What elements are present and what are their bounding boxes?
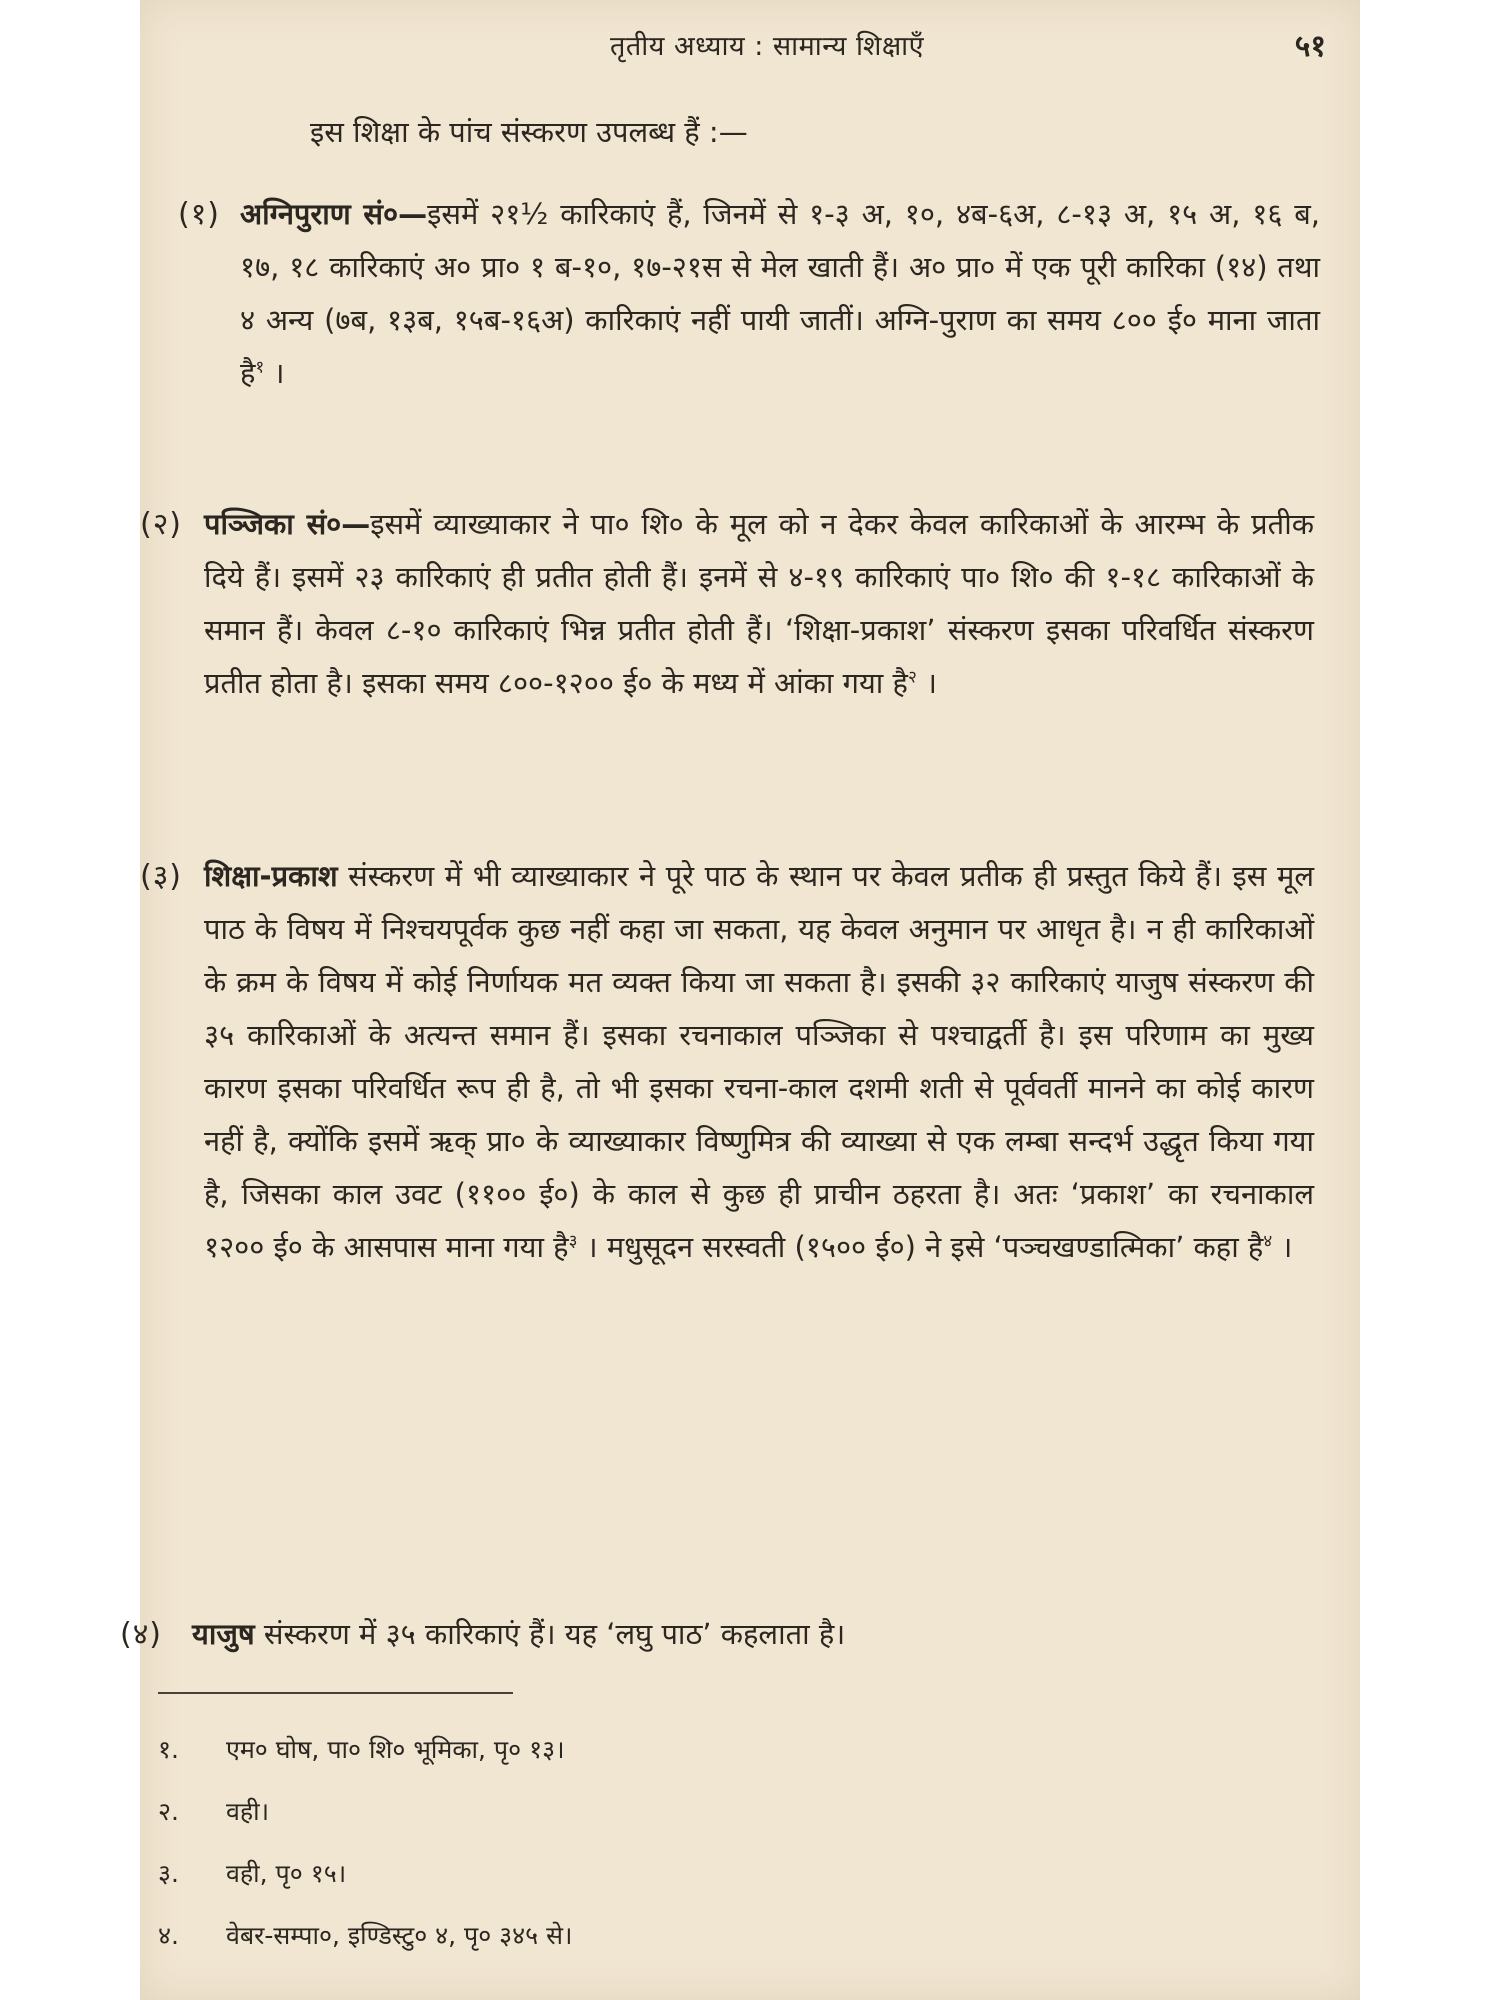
item-title: शिक्षा-प्रकाश (204, 859, 338, 893)
item-body: इसमें २१½ कारिकाएं हैं, जिनमें से १-३ अ, १०, ४ब-६अ, ८-१३ अ, १५ अ, १६ ब, १७, १८ कारिकाएं अ० प्रा० १ ब-१०, १७-२१स से मेल खाती हैं। अ० प्रा० में एक पूरी कारिका (१४) तथा ४ अन्य (७ब, १३ब, १५ब-१६अ) कारिकाएं नहीं पायी जातीं। अग्नि-पुराण का समय ८०० ई० माना जाता है (240, 197, 1320, 390)
footnote (158, 1916, 1058, 1978)
book-page (120, 0, 1360, 2000)
footnotes (158, 1730, 1058, 1978)
footnote-text: एम० घोष, पा० शि० भूमिका, पृ० १३। (226, 1735, 565, 1764)
intro-line: इस शिक्षा के पांच संस्करण उपलब्ध हैं :— (310, 115, 748, 149)
item-title: अग्निपुराण सं०— (240, 197, 428, 231)
running-head: तृतीय अध्याय : सामान्य शिक्षाएँ (610, 31, 925, 62)
footnote-text: वेबर-सम्पा०, इण्डिस्टु० ४, पृ० ३४५ से। (226, 1921, 573, 1950)
item-number: (४) (120, 1617, 163, 1652)
footnote (158, 1854, 1058, 1916)
footnote-mark: ३ (568, 1231, 578, 1252)
item-body-continued: । मधुसूदन सरस्वती (१५०० ई०) ने इसे ‘पञ्चखण्डात्मिका’ कहा है (577, 1230, 1264, 1264)
item-text (204, 850, 1314, 1274)
footnote-mark: १ (255, 357, 265, 378)
item-body: इसमें व्याख्याकार ने पा० शि० के मूल को न देकर केवल कारिकाओं के आरम्भ के प्रतीक दिये हैं। इसमें २३ कारिकाएं ही प्रतीत होती हैं। इनमें से ४-१९ कारिकाएं पा० शि० की १-१८ कारिकाओं के समान हैं। केवल ८-१० कारिकाएं भिन्न प्रतीत होती हैं। ‘शिक्षा-प्रकाश’ संस्करण इसका परिवर्धित संस्करण प्रतीत होता है। इसका समय ८००-१२०० ई० के मध्य में आंका गया है (204, 507, 1314, 700)
footnote (158, 1792, 1058, 1854)
item-number: (१) (178, 197, 221, 232)
footnote-text: वही। (226, 1797, 270, 1826)
item-body: संस्करण में भी व्याख्याकार ने पूरे पाठ के स्थान पर केवल प्रतीक ही प्रस्तुत किये हैं। इस मूल पाठ के विषय में निश्चयपूर्वक कुछ नहीं कहा जा सकता, यह केवल अनुमान पर आधृत है। न ही कारिकाओं के क्रम के विषय में कोई निर्णायक मत व्यक्त किया जा सकता है। इसकी ३२ कारिकाएं याजुष संस्करण की ३५ कारिकाओं के अत्यन्त समान हैं। इसका रचनाकाल पञ्जिका से पश्चाद्वर्ती है। इस परिणाम का मुख्य कारण इसका परिवर्धित रूप ही है, तो भी इसका रचना-काल दशमी शती से पूर्ववर्ती मानने का कोई कारण नहीं है, क्योंकि इसमें ऋक् प्रा० के व्याख्याकार विष्णुमित्र की व्याख्या से एक लम्बा सन्दर्भ उद्धृत किया गया है, जिसका काल उवट (११०० ई०) के काल से कुछ ही प्राचीन ठहरता है। अतः ‘प्रकाश’ का रचनाकाल १२०० ई० के आसपास माना गया है (204, 859, 1314, 1264)
item-number: (३) (140, 859, 183, 894)
item-ending: । (1272, 1230, 1293, 1264)
footnote-mark: २ (907, 667, 917, 688)
footnote (158, 1730, 1058, 1792)
item-text (240, 188, 1320, 400)
footnote-text: वही, पृ० १५। (226, 1859, 347, 1888)
footnote-number: ४. (158, 1921, 179, 1950)
footnote-divider (158, 1692, 513, 1694)
item-ending: । (264, 356, 285, 390)
page-number: ५१ (1294, 29, 1326, 64)
item-text (192, 1608, 1302, 1661)
item-number: (२) (140, 507, 183, 542)
item-ending: । (916, 666, 937, 700)
footnote-number: २. (158, 1797, 179, 1826)
page-header (140, 22, 1360, 62)
item-text (204, 498, 1314, 710)
footnote-number: ३. (158, 1859, 179, 1888)
footnote-mark: ४ (1263, 1231, 1273, 1252)
item-title: याजुष (192, 1617, 255, 1651)
item-title: पञ्जिका सं०— (204, 507, 371, 541)
footnote-number: १. (158, 1735, 179, 1764)
item-body: संस्करण में ३५ कारिकाएं हैं। यह ‘लघु पाठ’ कहलाता है। (254, 1617, 846, 1651)
